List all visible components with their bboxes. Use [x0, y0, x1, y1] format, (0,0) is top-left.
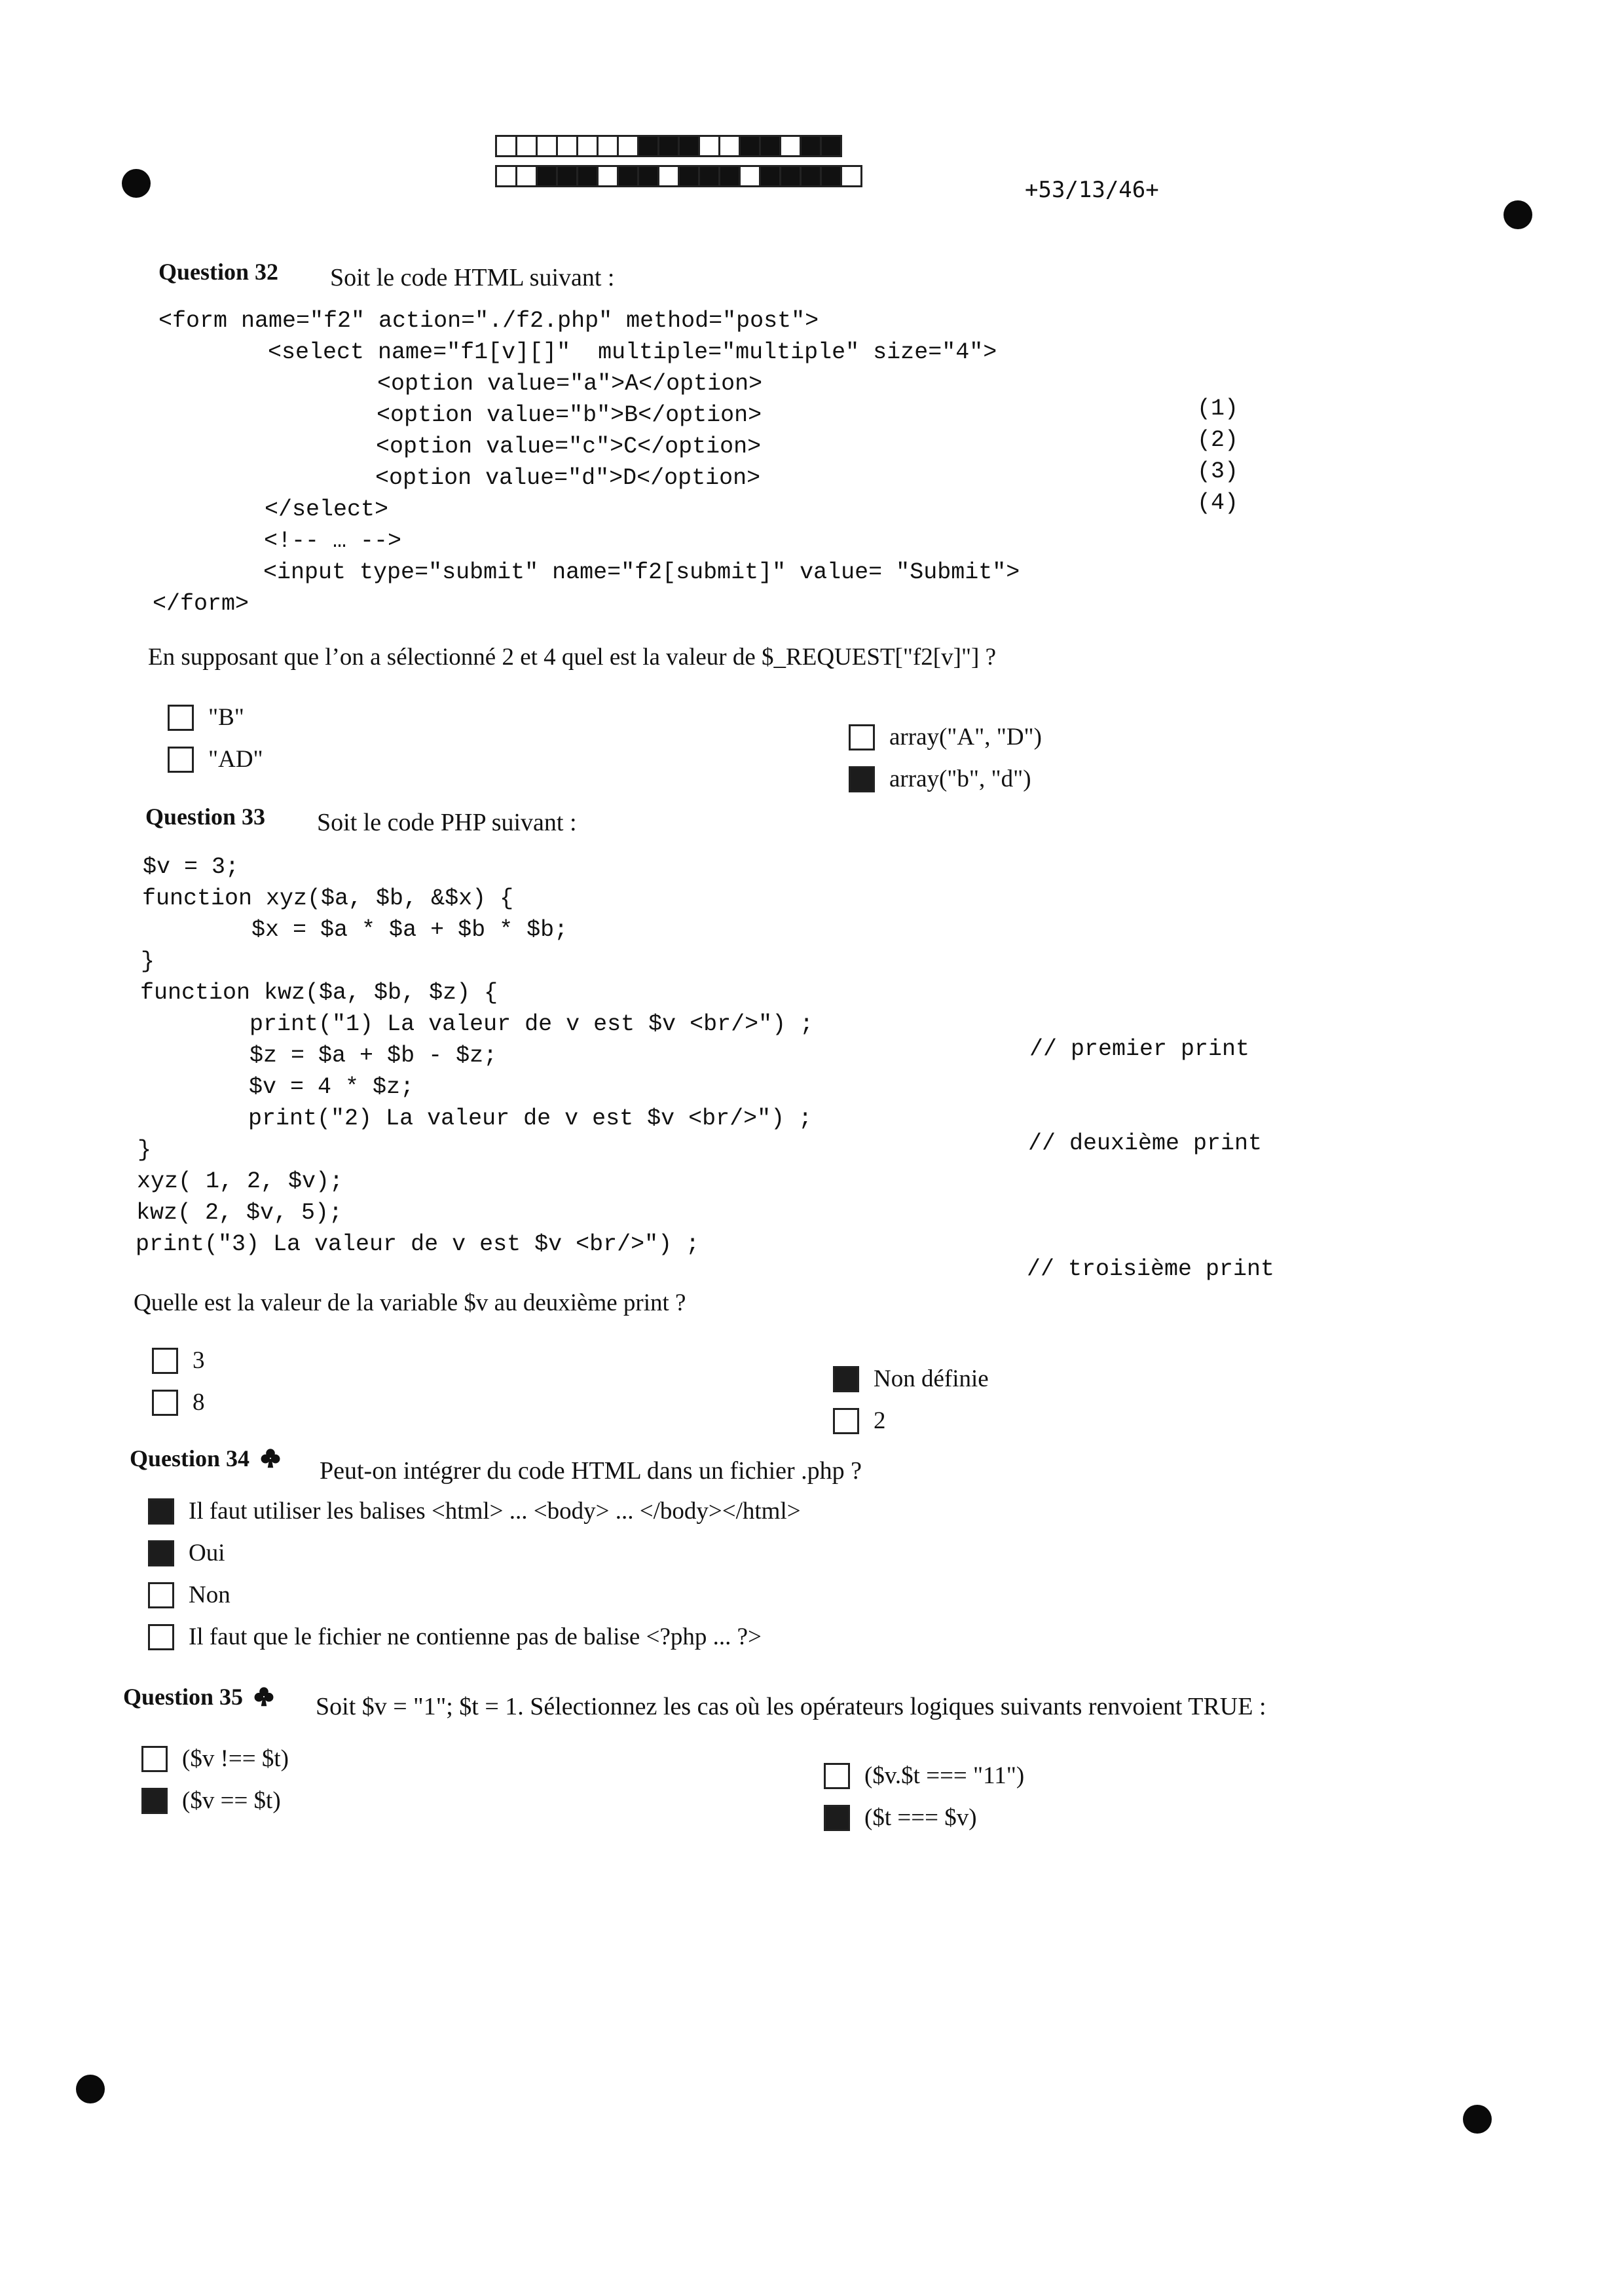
- page-id: +53/13/46+: [1025, 177, 1159, 203]
- code-line: <input type="submit" name="f2[submit]" value= "Submit">: [153, 559, 1020, 585]
- barcode-cell: [495, 165, 517, 187]
- line-number-label: (4): [1197, 490, 1239, 516]
- question-32-number: Question 32: [158, 259, 279, 285]
- barcode-cell: [840, 165, 862, 187]
- q35-option-equal-checkbox[interactable]: [141, 1788, 168, 1814]
- option-label: array("A", "D"): [889, 724, 1042, 750]
- q32-option-array-b-d[interactable]: [849, 765, 1031, 793]
- line-number-label: (2): [1197, 427, 1239, 453]
- q34-option-oui[interactable]: [148, 1539, 225, 1567]
- question-34-intro: Peut-on intégrer du code HTML dans un fichier .php ?: [320, 1457, 862, 1485]
- code-line: $x = $a * $a + $b * $b;: [141, 917, 568, 943]
- barcode-cell: [779, 135, 802, 157]
- code-line: kwz( 2, $v, 5);: [136, 1200, 343, 1226]
- question-34-number: [130, 1445, 282, 1472]
- q33-option-3-checkbox[interactable]: [152, 1348, 178, 1374]
- barcode-cell: [536, 135, 558, 157]
- option-label: 8: [193, 1389, 205, 1416]
- q35-option-concat[interactable]: [824, 1762, 1024, 1790]
- barcode-cell: [739, 165, 761, 187]
- barcode-row-2: [495, 165, 860, 187]
- barcode-cell: [718, 135, 741, 157]
- q32-option-b[interactable]: [168, 703, 244, 731]
- question-35-number: [123, 1683, 275, 1711]
- q34-option-non-checkbox[interactable]: [148, 1582, 174, 1608]
- barcode-cell: [576, 165, 599, 187]
- q35-option-concat-checkbox[interactable]: [824, 1763, 850, 1789]
- code-line: print("1) La valeur de v est $v <br/>") ;: [139, 1011, 814, 1037]
- barcode-cell: [657, 135, 680, 157]
- code-line: <form name="f2" action="./f2.php" method="post">: [158, 308, 819, 334]
- barcode-cell: [515, 135, 538, 157]
- q32-option-array-b-d-checkbox[interactable]: [849, 766, 875, 792]
- question-35-number-text: Question 35: [123, 1684, 244, 1710]
- q33-option-3[interactable]: [152, 1346, 205, 1375]
- code-line: </select>: [155, 496, 389, 523]
- barcode-cell: [556, 135, 578, 157]
- registration-mark-top-right: [1504, 200, 1532, 229]
- q34-option-pas-de-balise-checkbox[interactable]: [148, 1624, 174, 1650]
- option-label: ($v !== $t): [182, 1745, 289, 1772]
- code-line: </form>: [153, 591, 249, 617]
- barcode-cell: [637, 135, 659, 157]
- option-label: ($v == $t): [182, 1787, 281, 1814]
- code-line: function xyz($a, $b, &$x) {: [142, 885, 514, 912]
- code-line: }: [141, 948, 155, 974]
- q32-option-ad-checkbox[interactable]: [168, 747, 194, 773]
- line-number-label: (1): [1197, 396, 1239, 422]
- option-label: Oui: [189, 1540, 225, 1566]
- barcode-cell: [800, 165, 822, 187]
- option-label: Il faut utiliser les balises <html> ... <body> ... </body></html>: [189, 1498, 801, 1525]
- registration-mark-bottom-left: [76, 2075, 105, 2103]
- code-line: $v = 3;: [143, 854, 240, 880]
- q34-option-non[interactable]: [148, 1581, 231, 1609]
- q35-option-identical[interactable]: [824, 1804, 977, 1832]
- code-line: }: [138, 1137, 152, 1163]
- option-label: ($v.$t === "11"): [864, 1762, 1025, 1789]
- code-line: xyz( 1, 2, $v);: [137, 1168, 344, 1194]
- line-number-label: (3): [1197, 458, 1239, 485]
- question-33-intro: Soit le code PHP suivant :: [317, 809, 577, 836]
- barcode-cell: [617, 135, 639, 157]
- q35-option-not-identical-checkbox[interactable]: [141, 1746, 168, 1772]
- code-comment: // deuxième print: [1028, 1130, 1263, 1157]
- barcode-cell: [820, 135, 842, 157]
- option-label: Non définie: [874, 1365, 989, 1392]
- barcode-cell: [678, 165, 700, 187]
- barcode-cell: [759, 165, 781, 187]
- barcode-cell: [800, 135, 822, 157]
- code-line: $v = 4 * $z;: [139, 1074, 415, 1100]
- question-32-intro: Soit le code HTML suivant :: [330, 264, 615, 291]
- q33-option-non-definie[interactable]: [833, 1365, 989, 1393]
- barcode-cell: [759, 135, 781, 157]
- barcode-cell: [698, 165, 720, 187]
- option-label: 2: [874, 1407, 886, 1434]
- option-label: ($t === $v): [864, 1804, 977, 1831]
- q33-option-2-checkbox[interactable]: [833, 1408, 859, 1434]
- barcode-cell: [637, 165, 659, 187]
- q35-option-not-identical[interactable]: [141, 1745, 289, 1773]
- code-line: $z = $a + $b - $z;: [139, 1043, 498, 1069]
- q33-option-8[interactable]: [152, 1388, 205, 1416]
- option-label: "B": [208, 704, 244, 731]
- q35-option-equal[interactable]: [141, 1787, 281, 1815]
- barcode-cell: [556, 165, 578, 187]
- option-label: Il faut que le fichier ne contienne pas de balise <?php ... ?>: [189, 1623, 762, 1650]
- option-label: Non: [189, 1582, 231, 1608]
- question-33-prompt: Quelle est la valeur de la variable $v au deuxième print ?: [134, 1289, 686, 1316]
- option-label: 3: [193, 1347, 205, 1374]
- option-label: array("b", "d"): [889, 766, 1031, 792]
- code-comment: // premier print: [1029, 1036, 1250, 1062]
- code-line: <option value="c">C</option>: [156, 434, 762, 460]
- question-32-prompt: En supposant que l’on a sélectionné 2 et 4 quel est la valeur de $_REQUEST["f2[v]"] ?: [148, 644, 997, 671]
- code-line: <option value="d">D</option>: [155, 465, 761, 491]
- code-line: <option value="a">A</option>: [157, 371, 763, 397]
- barcode-cell: [617, 165, 639, 187]
- barcode-cell: [597, 135, 619, 157]
- club-icon: [259, 1447, 282, 1469]
- barcode-cell: [739, 135, 761, 157]
- barcode-cell: [515, 165, 538, 187]
- code-comment: // troisième print: [1027, 1256, 1275, 1282]
- registration-mark-top-left: [122, 169, 151, 198]
- q34-option-oui-checkbox[interactable]: [148, 1540, 174, 1566]
- q32-option-ad[interactable]: [168, 745, 263, 773]
- q33-option-non-definie-checkbox[interactable]: [833, 1366, 859, 1392]
- code-line: <select name="f1[v][]" multiple="multiple" size="4">: [158, 339, 997, 365]
- barcode-cell: [698, 135, 720, 157]
- barcode-cell: [576, 135, 599, 157]
- code-line: <!-- … -->: [154, 528, 402, 554]
- question-34-number-text: Question 34: [130, 1445, 250, 1472]
- code-line: print("2) La valeur de v est $v <br/>") ;: [138, 1105, 813, 1132]
- barcode-cell: [657, 165, 680, 187]
- q34-option-pas-de-balise[interactable]: [148, 1623, 762, 1651]
- q33-option-8-checkbox[interactable]: [152, 1390, 178, 1416]
- barcode-cell: [820, 165, 842, 187]
- barcode-cell: [718, 165, 741, 187]
- barcode-cell: [779, 165, 802, 187]
- club-icon: [253, 1685, 275, 1707]
- barcode-cell: [495, 135, 517, 157]
- q32-option-array-a-d-checkbox[interactable]: [849, 724, 875, 750]
- code-line: function kwz($a, $b, $z) {: [140, 980, 498, 1006]
- q32-option-b-checkbox[interactable]: [168, 705, 194, 731]
- question-33-number: Question 33: [145, 804, 266, 830]
- registration-mark-bottom-right: [1463, 2105, 1492, 2134]
- q35-option-identical-checkbox[interactable]: [824, 1805, 850, 1831]
- q34-option-balises-checkbox[interactable]: [148, 1498, 174, 1525]
- code-line: print("3) La valeur de v est $v <br/>") ;: [136, 1231, 700, 1257]
- barcode-cell: [597, 165, 619, 187]
- barcode-cell: [678, 135, 700, 157]
- barcode-cell: [536, 165, 558, 187]
- q34-option-balises[interactable]: [148, 1497, 801, 1525]
- code-line: <option value="b">B</option>: [157, 402, 762, 428]
- barcode-row-1: [495, 135, 840, 157]
- q33-option-2[interactable]: [833, 1407, 886, 1435]
- option-label: "AD": [208, 746, 263, 773]
- question-35-intro: Soit $v = "1"; $t = 1. Sélectionnez les cas où les opérateurs logiques suivants renvoient TRUE :: [316, 1693, 1266, 1720]
- q32-option-array-a-d[interactable]: [849, 723, 1042, 751]
